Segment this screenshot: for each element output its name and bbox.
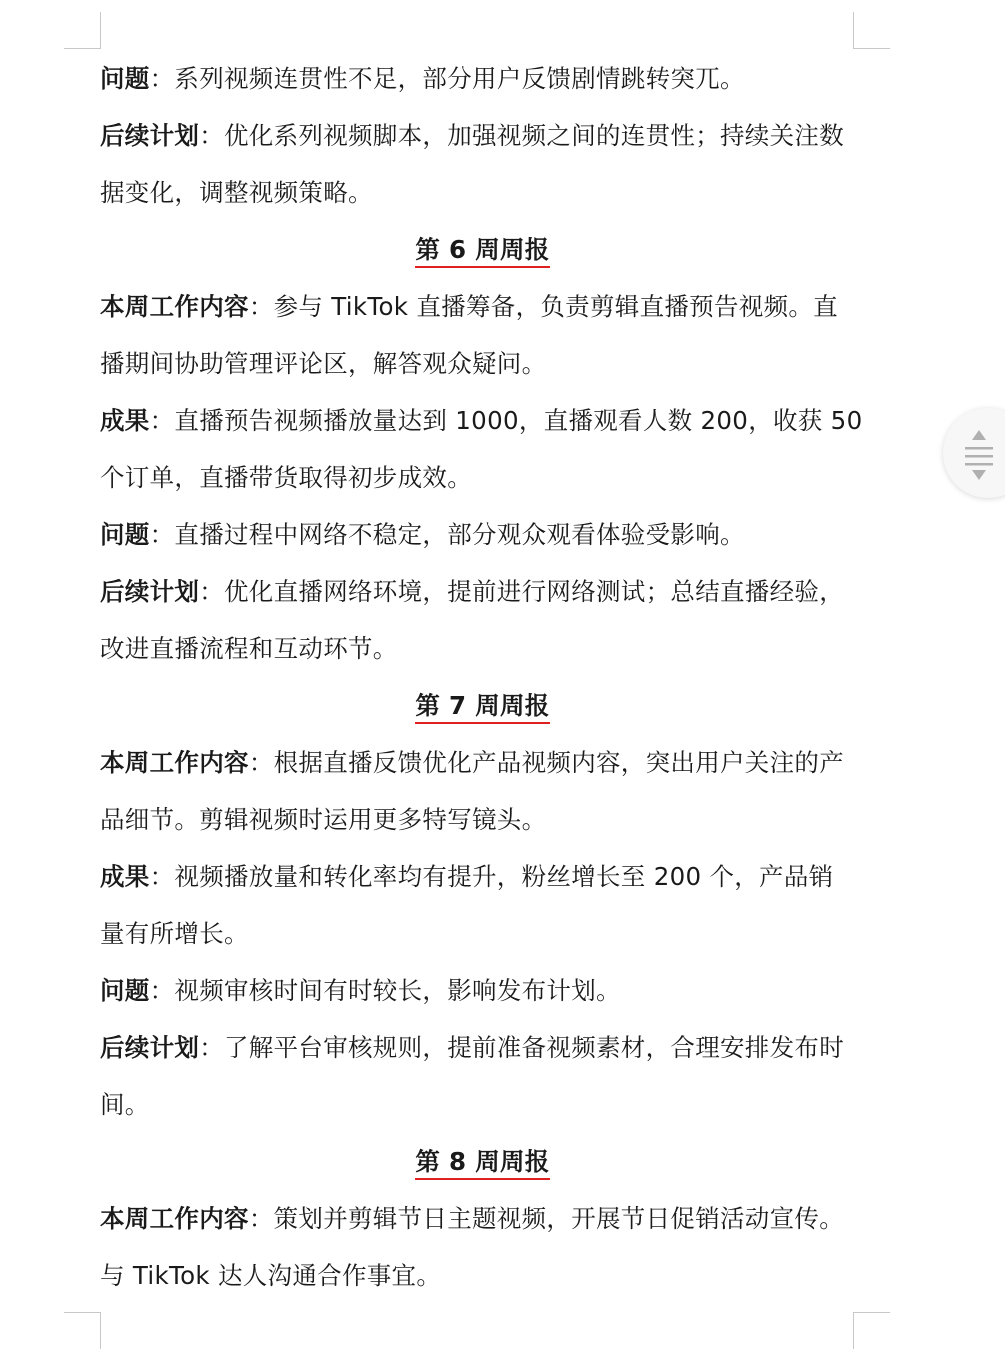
line-22 xyxy=(100,1247,865,1304)
line-text: 品细节。剪辑视频时运用更多特写镜头。 xyxy=(100,805,547,834)
line-3 xyxy=(100,164,865,221)
line-5 xyxy=(100,278,865,335)
line-text: ：系列视频连贯性不足，部分用户反馈剧情跳转突兀。 xyxy=(149,64,745,93)
line-14 xyxy=(100,791,865,848)
line-2 xyxy=(100,107,865,164)
line-text: ：策划并剪辑节日主题视频，开展节日促销活动宣传。 xyxy=(248,1204,845,1233)
page-corner-top-left xyxy=(64,12,101,49)
line-label: 本周工作内容 xyxy=(100,292,249,321)
line-9 xyxy=(100,506,865,563)
line-label: 问题 xyxy=(100,976,150,1005)
line-text: ：视频播放量和转化率均有提升，粉丝增长至 200 个，产品销 xyxy=(149,862,834,891)
line-text: ：优化系列视频脚本，加强视频之间的连贯性；持续关注数 xyxy=(199,121,844,150)
page-corner-bottom-left xyxy=(64,1312,101,1349)
heading-text: 第 8 周周报 xyxy=(415,1147,549,1180)
line-text: 间。 xyxy=(100,1090,150,1119)
line-text: ：直播过程中网络不稳定，部分观众观看体验受影响。 xyxy=(149,520,745,549)
week-6-heading xyxy=(100,221,865,278)
line-text: 改进直播流程和互动环节。 xyxy=(100,634,398,663)
line-1 xyxy=(100,50,865,107)
line-text: 播期间协助管理评论区，解答观众疑问。 xyxy=(100,349,547,378)
line-label: 成果 xyxy=(100,406,150,435)
line-13 xyxy=(100,734,865,791)
line-7 xyxy=(100,392,865,449)
line-label: 问题 xyxy=(100,64,150,93)
line-text: ：参与 TikTok 直播筹备，负责剪辑直播预告视频。直 xyxy=(248,292,838,321)
heading-text: 第 6 周周报 xyxy=(415,235,549,268)
line-label: 后续计划 xyxy=(100,1033,200,1062)
line-label: 成果 xyxy=(100,862,150,891)
line-text: ：直播预告视频播放量达到 1000，直播观看人数 200，收获 50 xyxy=(149,406,863,435)
week-7-heading xyxy=(100,677,865,734)
page-corner-top-right xyxy=(853,12,890,49)
line-18 xyxy=(100,1019,865,1076)
line-label: 后续计划 xyxy=(100,577,200,606)
line-8 xyxy=(100,449,865,506)
line-15 xyxy=(100,848,865,905)
page-corner-bottom-right xyxy=(853,1312,890,1349)
line-text: 量有所增长。 xyxy=(100,919,249,948)
scroll-arrows-icon xyxy=(959,426,999,482)
line-6 xyxy=(100,335,865,392)
line-11 xyxy=(100,620,865,677)
week-8-heading xyxy=(100,1133,865,1190)
line-text: 据变化，调整视频策略。 xyxy=(100,178,373,207)
line-label: 本周工作内容 xyxy=(100,1204,249,1233)
line-text: ：根据直播反馈优化产品视频内容，突出用户关注的产 xyxy=(248,748,845,777)
line-21 xyxy=(100,1190,865,1247)
line-text: ：视频审核时间有时较长，影响发布计划。 xyxy=(149,976,621,1005)
line-16 xyxy=(100,905,865,962)
document-body xyxy=(100,50,865,1304)
line-label: 问题 xyxy=(100,520,150,549)
line-text: 个订单，直播带货取得初步成效。 xyxy=(100,463,472,492)
heading-text: 第 7 周周报 xyxy=(415,691,549,724)
line-text: ：优化直播网络环境，提前进行网络测试；总结直播经验， xyxy=(199,577,844,606)
line-17 xyxy=(100,962,865,1019)
line-19 xyxy=(100,1076,865,1133)
line-label: 本周工作内容 xyxy=(100,748,249,777)
line-label: 后续计划 xyxy=(100,121,200,150)
line-10 xyxy=(100,563,865,620)
line-text: 与 TikTok 达人沟通合作事宜。 xyxy=(100,1261,442,1290)
scroll-handle[interactable] xyxy=(943,408,1005,498)
line-text: ：了解平台审核规则，提前准备视频素材，合理安排发布时 xyxy=(199,1033,844,1062)
